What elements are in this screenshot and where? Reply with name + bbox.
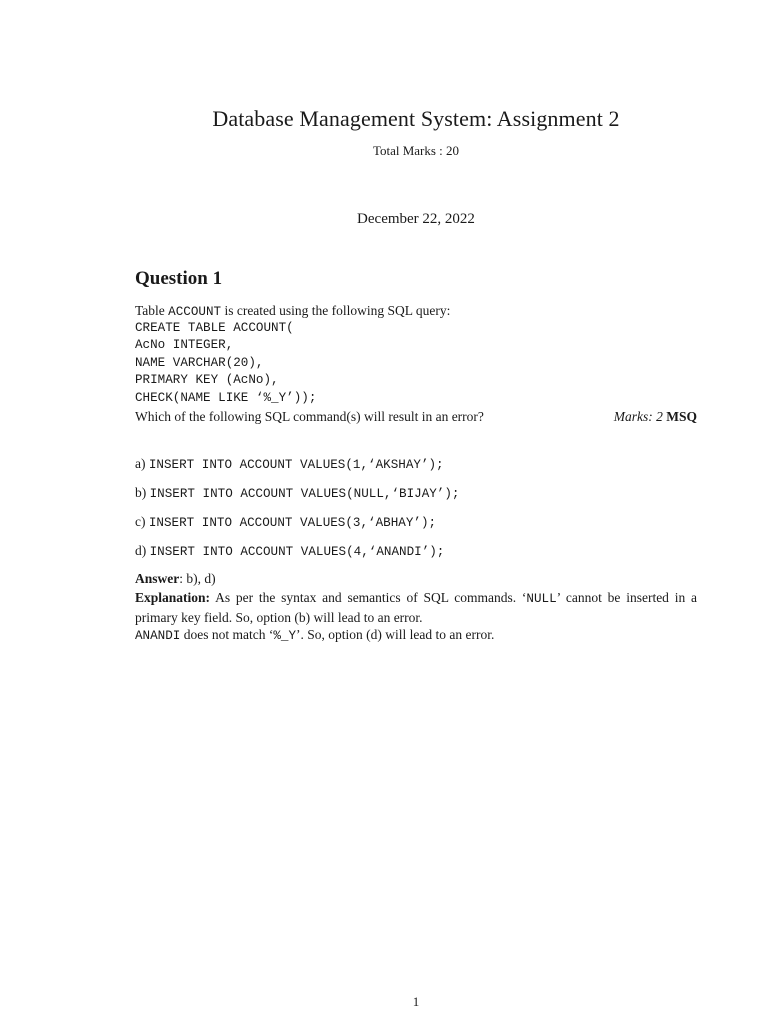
option-a (135, 456, 444, 472)
intro-prefix: Table (135, 303, 169, 318)
option-letter: d) (135, 543, 147, 558)
option-code: INSERT INTO ACCOUNT VALUES(NULL,‘BIJAY’); (149, 487, 460, 501)
code-line: AcNo INTEGER, (135, 338, 234, 352)
marks-label: Marks: 2 (613, 409, 663, 424)
explanation-text: As per the syntax and semantics of SQL commands. ‘ (210, 590, 527, 605)
code-line: NAME VARCHAR(20), (135, 356, 264, 370)
option-c (135, 514, 436, 530)
explanation-label: Explanation: (135, 590, 211, 605)
intro-table-name: ACCOUNT (168, 305, 222, 319)
total-marks: Total Marks : 20 (372, 143, 460, 158)
null-keyword: NULL (526, 592, 557, 606)
intro-suffix: is created using the following SQL query: (221, 303, 451, 318)
question-heading: Question 1 (135, 268, 223, 289)
question-prompt-row (135, 409, 697, 425)
question-type: MSQ (666, 409, 697, 424)
document-title: Database Management System: Assignment 2 (212, 106, 620, 131)
answer-value: : b), d) (179, 571, 216, 586)
explanation-text: ’. So, option (d) will lead to an error. (296, 627, 495, 643)
option-b (135, 485, 459, 501)
code-line: PRIMARY KEY (AcNo), (135, 373, 279, 387)
anandi-value: ANANDI (135, 629, 181, 644)
explanation-text: does not match ‘ (180, 627, 274, 643)
option-code: INSERT INTO ACCOUNT VALUES(1,‘AKSHAY’); (148, 458, 444, 472)
option-code: INSERT INTO ACCOUNT VALUES(4,‘ANANDI’); (149, 545, 445, 559)
option-d (135, 543, 444, 559)
page-number: 1 (412, 994, 420, 1009)
pattern-value: %_Y (273, 629, 297, 644)
explanation-text: ’ cannot be inserted in a primary key field. So, option (b) will lead to an error. (135, 590, 697, 625)
document-date: December 22, 2022 (357, 211, 475, 227)
option-letter: b) (135, 485, 147, 500)
question-prompt: Which of the following SQL command(s) will result in an error? (135, 409, 484, 424)
option-letter: c) (135, 514, 146, 529)
code-line: CREATE TABLE ACCOUNT( (135, 321, 294, 335)
option-letter: a) (135, 456, 146, 471)
code-line: CHECK(NAME LIKE ‘%_Y’)); (135, 391, 317, 405)
explanation-block (135, 589, 697, 646)
question-intro (135, 302, 697, 322)
answer-label: Answer (135, 571, 180, 586)
option-code: INSERT INTO ACCOUNT VALUES(3,‘ABHAY’); (148, 516, 437, 530)
answer-line (135, 571, 216, 587)
question-marks (614, 409, 697, 425)
